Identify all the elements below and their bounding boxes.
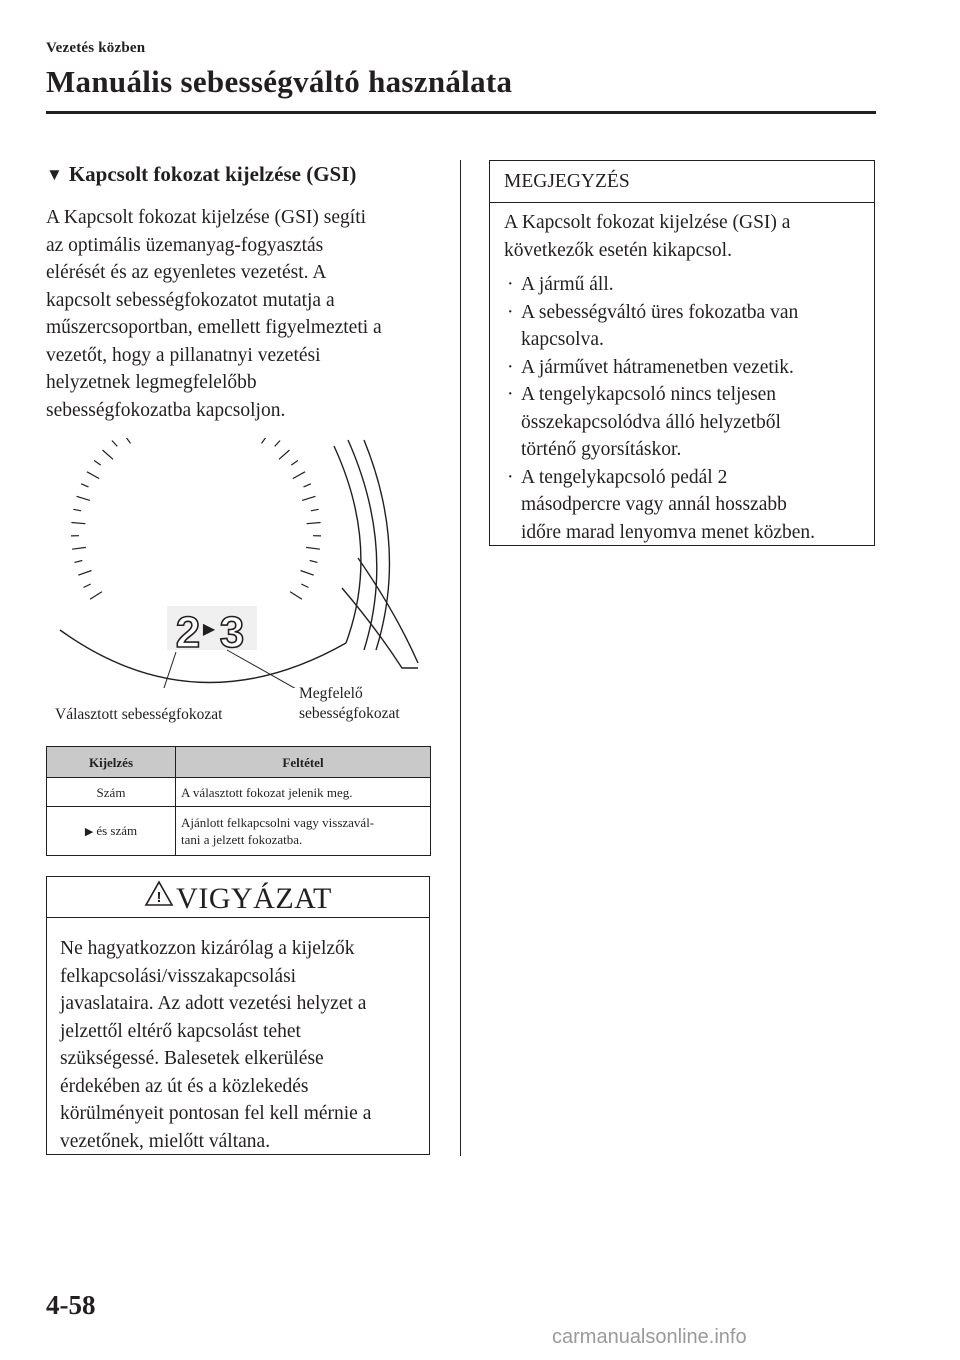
outer-dial-arc <box>348 440 377 650</box>
gsi-description <box>46 204 446 424</box>
list-item <box>503 271 815 299</box>
table-cell-line: Ajánlott felkapcsolni vagy visszavál- <box>181 815 375 830</box>
tick-mark <box>307 523 321 524</box>
list-item-line: A tengelykapcsoló nincs teljesen <box>521 384 777 405</box>
note-intro-line: következők esetén kikapcsol. <box>504 239 732 261</box>
caption-line: sebességfokozat <box>299 705 400 722</box>
list-item-line: időre marad lenyomva menet közben. <box>521 521 816 543</box>
bullet-icon: · <box>507 466 514 488</box>
tick-mark <box>291 461 298 466</box>
list-item-line: A sebességváltó üres fokozatba van <box>521 301 799 323</box>
warning-header <box>47 877 429 918</box>
tick-mark <box>290 592 302 599</box>
tick-mark <box>72 547 86 549</box>
table-header-condition: Feltétel <box>176 747 431 778</box>
warning-line: érdekében az út és a közlekedés <box>60 1075 309 1097</box>
note-intro-line: A Kapcsolt fokozat kijelzése (GSI) a <box>504 212 791 233</box>
table-row <box>47 807 431 856</box>
table-cell-display-text: és szám <box>96 822 138 838</box>
tick-mark <box>94 461 101 466</box>
list-item-line: történő gyorsításkor. <box>521 439 682 460</box>
gsi-subheading-text: Kapcsolt fokozat kijelzése (GSI) <box>68 162 357 186</box>
target-gear-digit: 3 <box>219 608 245 657</box>
note-title: MEGJEGYZÉS <box>504 171 630 192</box>
tick-mark <box>262 438 270 443</box>
warning-line: felkapcsolási/visszakapcsolási <box>60 965 297 987</box>
bullet-icon: · <box>507 274 514 295</box>
tick-marks-left <box>71 438 138 599</box>
bullet-icon: · <box>507 301 514 323</box>
bullet-icon: · <box>507 384 514 405</box>
list-item <box>503 299 815 354</box>
watermark: carmanualsonline.info <box>552 1326 747 1348</box>
outer-dial-arc <box>334 446 361 643</box>
warning-line: jelzettől eltérő kapcsolást tehet <box>60 1020 301 1042</box>
note-header <box>490 161 874 203</box>
tick-mark <box>301 571 314 576</box>
gsi-subheading <box>46 162 356 187</box>
warning-line: javaslataira. Az adott vezetési helyzet a <box>60 993 367 1014</box>
list-item <box>503 381 815 464</box>
table-cell-condition <box>176 807 431 856</box>
list-item-line: A járművet hátramenetben vezetik. <box>521 356 794 378</box>
tick-mark <box>311 509 319 511</box>
outer-dial-arc <box>364 440 389 650</box>
list-item-line: kapcsolva. <box>521 329 604 350</box>
svg-text:!: ! <box>156 889 162 906</box>
table-cell-display: Szám <box>47 778 176 807</box>
tick-mark <box>90 592 102 599</box>
tick-mark <box>87 472 99 479</box>
shift-arrow-icon: ▶ <box>84 825 94 838</box>
table-cell-line: tani a jelzett fokozatba. <box>181 832 303 847</box>
warning-line: körülményeit pontosan fel kell mérnie a <box>60 1103 372 1124</box>
tick-mark <box>78 571 91 576</box>
leader-line-left <box>158 652 176 688</box>
tick-mark <box>302 496 315 500</box>
warning-line: Ne hagyatkozzon kizárólag a kijelzők <box>60 938 355 959</box>
paragraph-line: műszercsoportban, emellett figyelmezteti a <box>46 317 382 338</box>
warning-line: szükségessé. Balesetek elkerülése <box>60 1048 324 1069</box>
warning-triangle-icon <box>144 880 174 912</box>
warning-title: VIGYÁZAT <box>176 882 332 915</box>
caption-line: Megfelelő <box>299 685 363 702</box>
warning-body <box>60 935 371 1155</box>
tick-mark <box>112 441 117 447</box>
tick-mark <box>122 438 130 443</box>
list-item-line: másodpercre vagy annál hosszabb <box>521 494 787 515</box>
table-cell-condition: A választott fokozat jelenik meg. <box>176 778 431 807</box>
paragraph-line: vezetőt, hogy a pillanatnyi vezetési <box>46 344 321 366</box>
paragraph-line: az optimális üzemanyag-fogyasztás <box>46 234 324 256</box>
list-item <box>503 354 815 382</box>
triangle-down-icon: ▼ <box>46 165 63 184</box>
tick-mark <box>81 484 88 487</box>
bezel-line <box>342 588 418 668</box>
list-item <box>503 464 815 547</box>
tick-mark <box>293 472 305 479</box>
table-cell-display <box>47 807 176 856</box>
tick-mark <box>77 496 90 500</box>
tick-mark <box>103 450 114 459</box>
shift-arrow-icon: ▶ <box>202 621 216 638</box>
instrument-cluster-illustration <box>46 438 436 688</box>
table-header-display: Kijelzés <box>47 747 176 778</box>
caption-selected-gear: Választott sebességfokozat <box>55 706 223 723</box>
paragraph-line: kapcsolt sebességfokozatot mutatja a <box>46 289 335 311</box>
tick-marks-right <box>255 438 322 599</box>
list-item-line: A jármű áll. <box>521 274 614 295</box>
tick-mark <box>304 484 311 487</box>
tick-mark <box>310 561 318 563</box>
page-number: 4-58 <box>46 1290 96 1320</box>
paragraph-line: A Kapcsolt fokozat kijelzése (GSI) segíti <box>46 207 367 228</box>
paragraph-line: helyzetnek legmegfelelőbb <box>46 372 257 393</box>
tick-mark <box>84 584 91 588</box>
tick-mark <box>275 441 280 447</box>
list-item-line: összekapcsolódva álló helyzetből <box>521 411 781 433</box>
gear-display <box>167 606 257 657</box>
title-rule <box>46 111 876 114</box>
tick-mark <box>71 523 85 524</box>
column-divider <box>460 160 461 1156</box>
bullet-icon: · <box>507 356 514 378</box>
table-header-row <box>47 747 431 778</box>
tick-mark <box>306 547 320 549</box>
paragraph-line: sebességfokozatba kapcsoljon. <box>46 399 286 421</box>
tick-mark <box>75 561 83 563</box>
tick-mark <box>279 450 290 459</box>
current-gear-digit: 2 <box>175 608 201 657</box>
list-item-line: A tengelykapcsoló pedál 2 <box>521 466 728 488</box>
note-intro <box>504 209 790 264</box>
section-label: Vezetés közben <box>46 40 146 56</box>
tick-mark <box>73 509 81 511</box>
gsi-display-table <box>46 746 431 856</box>
warning-line: vezetőnek, mielőtt váltana. <box>60 1130 271 1152</box>
warning-box <box>46 876 430 1155</box>
table-row <box>47 778 431 807</box>
note-list <box>503 271 815 546</box>
tick-mark <box>301 584 308 588</box>
caption-recommended-gear <box>299 684 400 724</box>
page-title: Manuális sebességváltó használata <box>46 64 513 99</box>
paragraph-line: elérését és az egyenletes vezetést. A <box>46 262 327 283</box>
